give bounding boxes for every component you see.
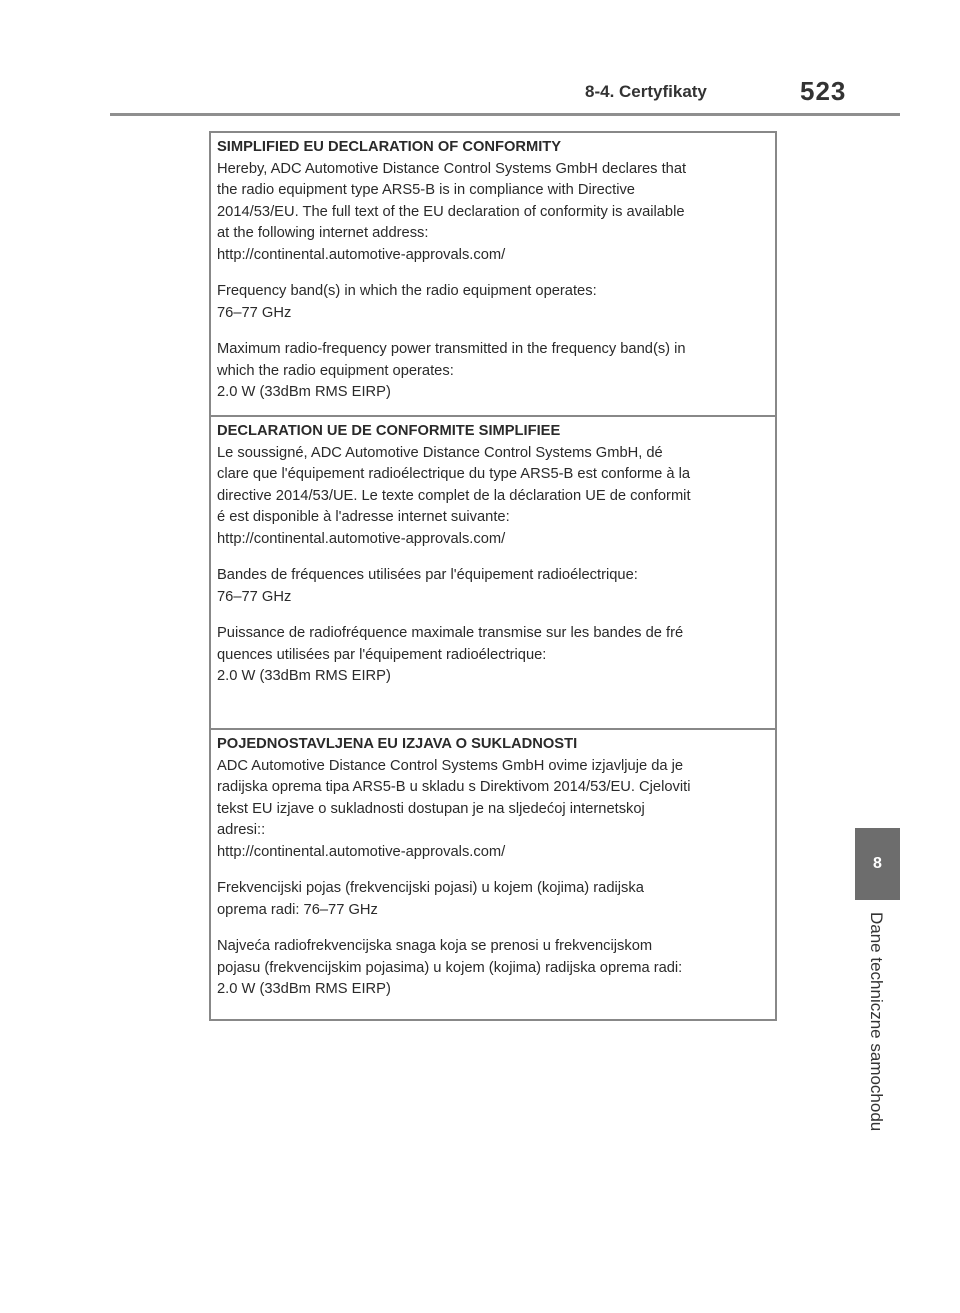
header-divider — [110, 113, 900, 116]
declaration-title: DECLARATION UE DE CONFORMITE SIMPLIFIEE — [217, 423, 561, 439]
declaration-english — [211, 133, 775, 415]
frequency-line: Frequency band(s) in which the radio equipment operates: — [217, 283, 597, 299]
declaration-line: directive 2014/53/UE. Le texte complet de la déclaration UE de conformit — [217, 487, 691, 504]
declaration-url: http://continental.automotive-approvals.com/ — [217, 843, 506, 860]
chapter-tab — [855, 828, 900, 900]
power-value: 2.0 W (33dBm RMS EIRP) — [217, 384, 391, 400]
declaration-url: http://continental.automotive-approvals.com/ — [217, 530, 506, 547]
declaration-url: http://continental.automotive-approvals.com/ — [217, 246, 506, 263]
declaration-line: ADC Automotive Distance Control Systems GmbH ovime izjavljuje da je — [217, 757, 684, 774]
declaration-french — [211, 415, 775, 728]
section-title: 8-4. Certyfikaty — [585, 82, 707, 101]
power-line: Najveća radiofrekvencijska snaga koja se prenosi u frekvencijskom — [217, 938, 653, 954]
power-line: which the radio equipment operates: — [217, 362, 454, 379]
declaration-line: at the following internet address: — [217, 225, 429, 241]
power-line: Maximum radio-frequency power transmitted in the frequency band(s) in — [217, 341, 686, 357]
declaration-line: Hereby, ADC Automotive Distance Control Systems GmbH declares that — [217, 160, 687, 177]
frequency-value: 76–77 GHz — [217, 588, 292, 605]
declaration-line: adresi:: — [217, 822, 266, 838]
declaration-croatian — [211, 728, 775, 1019]
frequency-value: 76–77 GHz — [217, 304, 292, 321]
declaration-line: Le soussigné, ADC Automotive Distance Control Systems GmbH, dé — [217, 444, 663, 461]
power-line: pojasu (frekvencijskim pojasima) u kojem (kojima) radijska oprema radi: — [217, 959, 683, 976]
declaration-line: tekst EU izjave o sukladnosti dostupan je na sljedećoj internetskoj — [217, 800, 645, 817]
declaration-box — [209, 131, 777, 1021]
page-number: 523 — [800, 76, 847, 106]
power-value: 2.0 W (33dBm RMS EIRP) — [217, 981, 391, 997]
chapter-label: Dane techniczne samochodu — [867, 912, 886, 1132]
power-line: quences utilisées par l'équipement radioélectrique: — [217, 646, 547, 663]
frequency-line: Frekvencijski pojas (frekvencijski pojasi) u kojem (kojima) radijska — [217, 880, 644, 896]
declaration-line: 2014/53/EU. The full text of the EU declaration of conformity is available — [217, 203, 685, 220]
declaration-line: radijska oprema tipa ARS5-B u skladu s Direktivom 2014/53/EU. Cjeloviti — [217, 779, 691, 795]
declaration-title: POJEDNOSTAVLJENA EU IZJAVA O SUKLADNOSTI — [217, 736, 578, 752]
chapter-number: 8 — [873, 855, 882, 872]
power-line: Puissance de radiofréquence maximale transmise sur les bandes de fré — [217, 625, 684, 641]
declaration-line: the radio equipment type ARS5-B is in compliance with Directive — [217, 182, 635, 198]
power-value: 2.0 W (33dBm RMS EIRP) — [217, 668, 391, 684]
declaration-title: SIMPLIFIED EU DECLARATION OF CONFORMITY — [217, 139, 562, 155]
frequency-value: oprema radi: 76–77 GHz — [217, 901, 378, 918]
declaration-line: é est disponible à l'adresse internet suivante: — [217, 509, 510, 525]
declaration-line: clare que l'équipement radioélectrique du type ARS5-B est conforme à la — [217, 466, 691, 482]
frequency-line: Bandes de fréquences utilisées par l'équipement radioélectrique: — [217, 567, 638, 583]
